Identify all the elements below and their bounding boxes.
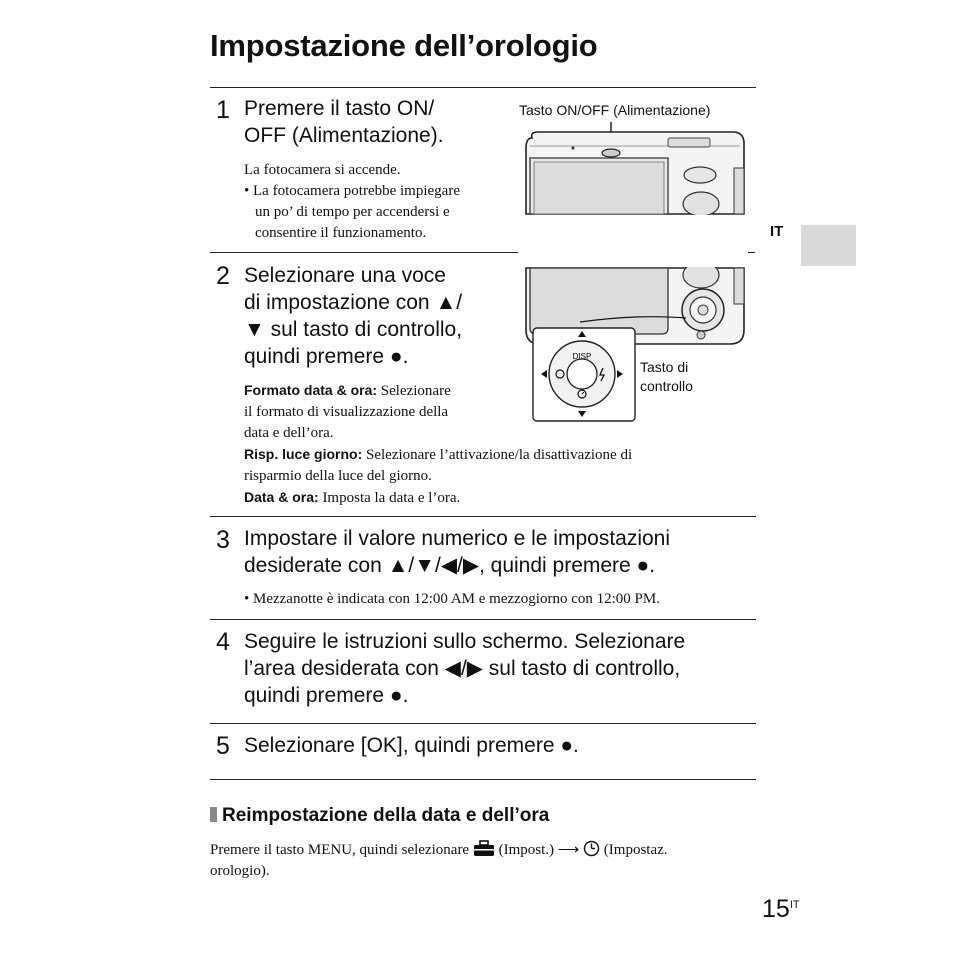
step-number: 4	[216, 628, 230, 656]
item-text: Imposta la data e l’ora.	[322, 490, 461, 506]
heading-line: Impostare il valore numerico e le impostazioni	[244, 527, 671, 550]
body-text: (Impost.)	[498, 842, 555, 858]
disp-label: DISP	[572, 352, 592, 361]
body-text: (Impostaz.	[603, 842, 668, 858]
language-tab	[801, 225, 856, 266]
step-1-heading	[244, 95, 514, 149]
item-label: Data & ora:	[244, 489, 319, 505]
body-line: La fotocamera si accende.	[244, 162, 401, 178]
item-text: il formato di visualizzazione della	[244, 404, 449, 420]
step-3-heading	[244, 525, 756, 579]
bullet-line: • La fotocamera potrebbe impiegare	[244, 183, 460, 199]
reset-section-body	[210, 840, 756, 882]
caption-line: controllo	[640, 378, 693, 394]
step-2-body	[244, 380, 724, 509]
heading-line: Premere il tasto ON/	[244, 97, 435, 120]
heading-line: l’area desiderata con ◀/▶ sul tasto di controllo,	[244, 657, 681, 680]
clock-icon	[583, 840, 600, 857]
page-number	[762, 895, 800, 924]
divider	[210, 516, 756, 517]
step-3-bullet: • Mezzanotte è indicata con 12:00 AM e mezzogiorno con 12:00 PM.	[244, 591, 660, 607]
section-heading-text: Reimpostazione della data e dell’ora	[222, 805, 550, 826]
heading-line: OFF (Alimentazione).	[244, 124, 444, 147]
step-5-heading: Selezionare [OK], quindi premere ●.	[244, 734, 579, 757]
toolbox-icon	[473, 840, 495, 857]
divider	[210, 87, 756, 88]
heading-line: Seguire le istruzioni sullo schermo. Selezionare	[244, 630, 686, 653]
body-text: orologio).	[210, 863, 270, 879]
page-number-suffix: IT	[789, 899, 800, 911]
divider	[210, 723, 756, 724]
arrow-right-icon: ⟶	[557, 842, 580, 858]
heading-line: di impostazione con ▲/	[244, 291, 463, 314]
step-4-heading	[244, 628, 756, 709]
step-number: 2	[216, 262, 230, 290]
camera-illustration	[518, 118, 748, 424]
item-text: risparmio della luce del giorno.	[244, 468, 432, 484]
divider	[210, 619, 756, 620]
item-label: Risp. luce giorno:	[244, 446, 363, 462]
step-number: 5	[216, 732, 230, 760]
heading-line: Selezionare una voce	[244, 264, 446, 287]
item-label: Formato data & ora:	[244, 382, 378, 398]
heading-line: quindi premere ●.	[244, 684, 409, 707]
step-2-heading	[244, 262, 514, 370]
item-text: Selezionare	[380, 383, 451, 399]
heading-line: quindi premere ●.	[244, 345, 409, 368]
page-number-value: 15	[762, 895, 790, 923]
reset-section-heading	[210, 805, 549, 827]
divider	[210, 779, 756, 780]
section-marker	[210, 807, 217, 822]
item-text: data e dell’ora.	[244, 425, 334, 441]
language-label: IT	[770, 223, 784, 240]
page-title: Impostazione dell’orologio	[210, 28, 598, 63]
bullet-line: un po’ di tempo per accendersi e	[255, 204, 450, 220]
power-button-caption: Tasto ON/OFF (Alimentazione)	[519, 102, 711, 118]
step-1-body	[244, 160, 514, 244]
step-number: 3	[216, 526, 230, 554]
heading-line: desiderate con ▲/▼/◀/▶, quindi premere ●.	[244, 554, 656, 577]
caption-line: Tasto di	[640, 359, 689, 375]
body-text: Premere il tasto MENU, quindi selezionare	[210, 842, 470, 858]
item-text: Selezionare l’attivazione/la disattivazione di	[365, 447, 633, 463]
bullet-line: consentire il funzionamento.	[255, 225, 427, 241]
heading-line: ▼ sul tasto di controllo,	[244, 318, 463, 341]
step-number: 1	[216, 96, 230, 124]
